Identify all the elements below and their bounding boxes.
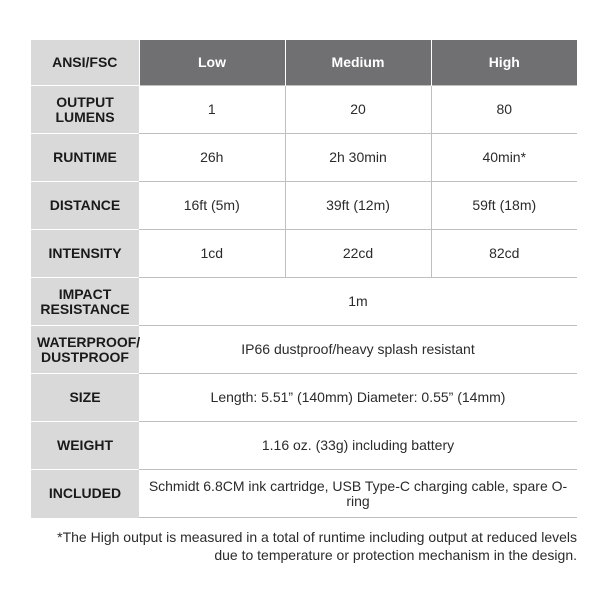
header-row	[31, 40, 577, 86]
spanning-value: Schmidt 6.8CM ink cartridge, USB Type-C charging cable, spare O-ring	[139, 470, 577, 518]
row-impact-resistance	[31, 278, 577, 326]
row-distance	[31, 182, 577, 230]
medium-value: 20	[285, 86, 431, 134]
row-output-lumens	[31, 86, 577, 134]
row-waterproof	[31, 326, 577, 374]
row-label: INCLUDED	[31, 470, 139, 518]
spanning-value: Length: 5.51” (140mm) Diameter: 0.55” (14mm)	[139, 374, 577, 422]
low-value: 1cd	[139, 230, 285, 278]
header-label: ANSI/FSC	[31, 40, 139, 86]
header-high: High	[431, 40, 577, 86]
row-label: WEIGHT	[31, 422, 139, 470]
low-value: 16ft (5m)	[139, 182, 285, 230]
row-label: IMPACT RESISTANCE	[31, 278, 139, 326]
row-label: INTENSITY	[31, 230, 139, 278]
spec-table	[31, 40, 577, 518]
spanning-value: 1m	[139, 278, 577, 326]
row-label: RUNTIME	[31, 134, 139, 182]
spanning-value: 1.16 oz. (33g) including battery	[139, 422, 577, 470]
row-runtime	[31, 134, 577, 182]
row-weight	[31, 422, 577, 470]
row-label: OUTPUT LUMENS	[31, 86, 139, 134]
row-label: DISTANCE	[31, 182, 139, 230]
row-label: SIZE	[31, 374, 139, 422]
high-value: 80	[431, 86, 577, 134]
row-size	[31, 374, 577, 422]
header-low: Low	[139, 40, 285, 86]
row-intensity	[31, 230, 577, 278]
high-value: 59ft (18m)	[431, 182, 577, 230]
high-value: 82cd	[431, 230, 577, 278]
high-value: 40min*	[431, 134, 577, 182]
header-medium: Medium	[285, 40, 431, 86]
footnote: *The High output is measured in a total of runtime including output at reduced levels due to temperature or protection mechanism in the design.	[57, 529, 577, 563]
medium-value: 39ft (12m)	[285, 182, 431, 230]
low-value: 1	[139, 86, 285, 134]
medium-value: 22cd	[285, 230, 431, 278]
medium-value: 2h 30min	[285, 134, 431, 182]
spanning-value: IP66 dustproof/heavy splash resistant	[139, 326, 577, 374]
low-value: 26h	[139, 134, 285, 182]
row-included	[31, 470, 577, 518]
row-label: WATERPROOF/ DUSTPROOF	[31, 326, 139, 374]
